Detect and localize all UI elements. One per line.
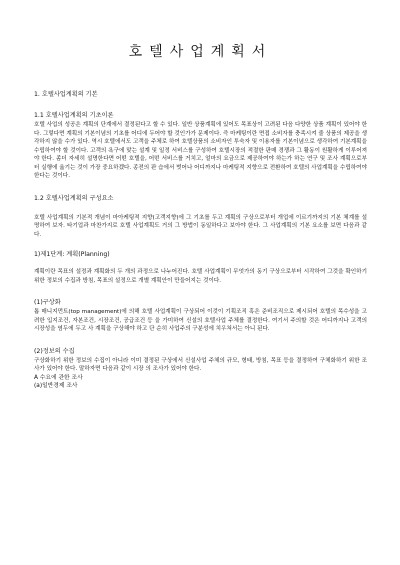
step-1-heading: 1)제1단계: 계획(Planning) (34, 251, 110, 258)
point-1-body: 톱 매니지먼트(top management)에 의해 호텔 사업계획이 구상되어 이것이 기획조직 혹은 준비조직으로 제시되어 호텔의 목수성을 고려한 입지조건, 자본조건, 시장조건, 공급조건 등 을 가미하여 신설의 호텔사업 주체를 결정한다. 여기서 주의할 것은 어디까지나 고객의 시장성을 염두에 두고 사 계획을 구상해야 하고 단 순히 사업주의 구분성에 치우쳐서는 아니 된다. (34, 309, 367, 332)
document-title: 호텔사업계획서 (128, 44, 273, 60)
subsection-1-2-body: 호텔 사업계획의 기본적 개념이 마아케팅적 지향(고객지향)에 그 기초를 두고 계획의 구상으로부터 개업에 이르기까지의 기본 체계를 설명하여 보자. 타기업과 마찬가지로 호텔 사업계획도 거의 그 방법이 동일하다고 보아야 한다. 그 사업계획의 기본 요소를 보면 다음과 같다. (34, 214, 367, 238)
subsection-1-1-heading: 1.1 호텔사업계획의 기초이론 (34, 112, 114, 119)
list-item-a1: (a)일반경제 조사 (34, 383, 78, 389)
step-1-body: 계획이란 목표의 설정과 계획화의 두 개의 과정으로 나누어진다. 호텔 사업계획이 무엇가의 동기 구상으로부터 시작하여 그것을 확인하기 위한 정보의 수집과 방침, 목표의 설정으로 개별 계획안이 만들어지는 것이다. (34, 269, 367, 284)
subsection-1-2-heading: 1.2 호텔사업계획의 구성요소 (34, 194, 114, 202)
section-1-heading: 1. 호텔사업계획의 기본 (34, 91, 98, 98)
point-2-body: 구상화하기 위한 정보의 수집이 아니라 이미 결정된 구상에서 신설사업 주체의 규모, 형태, 방침, 목표 등을 결정하여 구체화하기 위한 조사가 있어야 한다. 말하자면 다음과 같이 시장 의 조사가 있어야 한다. (34, 357, 367, 372)
point-2-heading: (2)정보의 수집 (34, 347, 75, 355)
subsection-1-1-body: 호텔 사업의 성공은 계획의 단계에서 결정된다고 할 수 있다. 일반 상품계획에 있어도 목표상이 고려된 다음 다양한 상품 계획이 있어야 한다. 그렇다면 계획의 기본이념의 기초를 어디에 두어야 할 것인가가 문제이다. 즉 마케팅이란 면접 소비자를 충족시켜 줄 상품의 제공을 생각하지 않을 수가 있다. 역시 호텔에서도 고객을 주체로 하여 호텔상품의 소비자인 투숙자 및 이용자를 기본이념으로 생각하여 기본계획을 수립하여야 할 것이다. 고객의 욕구에 맞는 설계 및 일정 서비스를 구성하여 호텔시장의 적절한 판매 경쟁과 그 활동이 원활하게 이루어져야 한다. 좀더 자세히 설명한다면 어떤 호텔을, 어떤 서비스를 거치고, 얼마의 요금으로 제공하여야 하는가 하는 연구 및 조사 계획으로부터 실행에 옮기는 것이 가장 중요하겠다. 종전의 판 습에서 벗어나 어디까지나 마케팅적 지향으로 전환하여 호텔의 사업계획을 수립하여야 한다는 것이다. (34, 122, 367, 179)
list-item-a: A 수요에 관한 조사 (34, 374, 83, 381)
point-1-heading: (1)구상화 (34, 299, 61, 306)
